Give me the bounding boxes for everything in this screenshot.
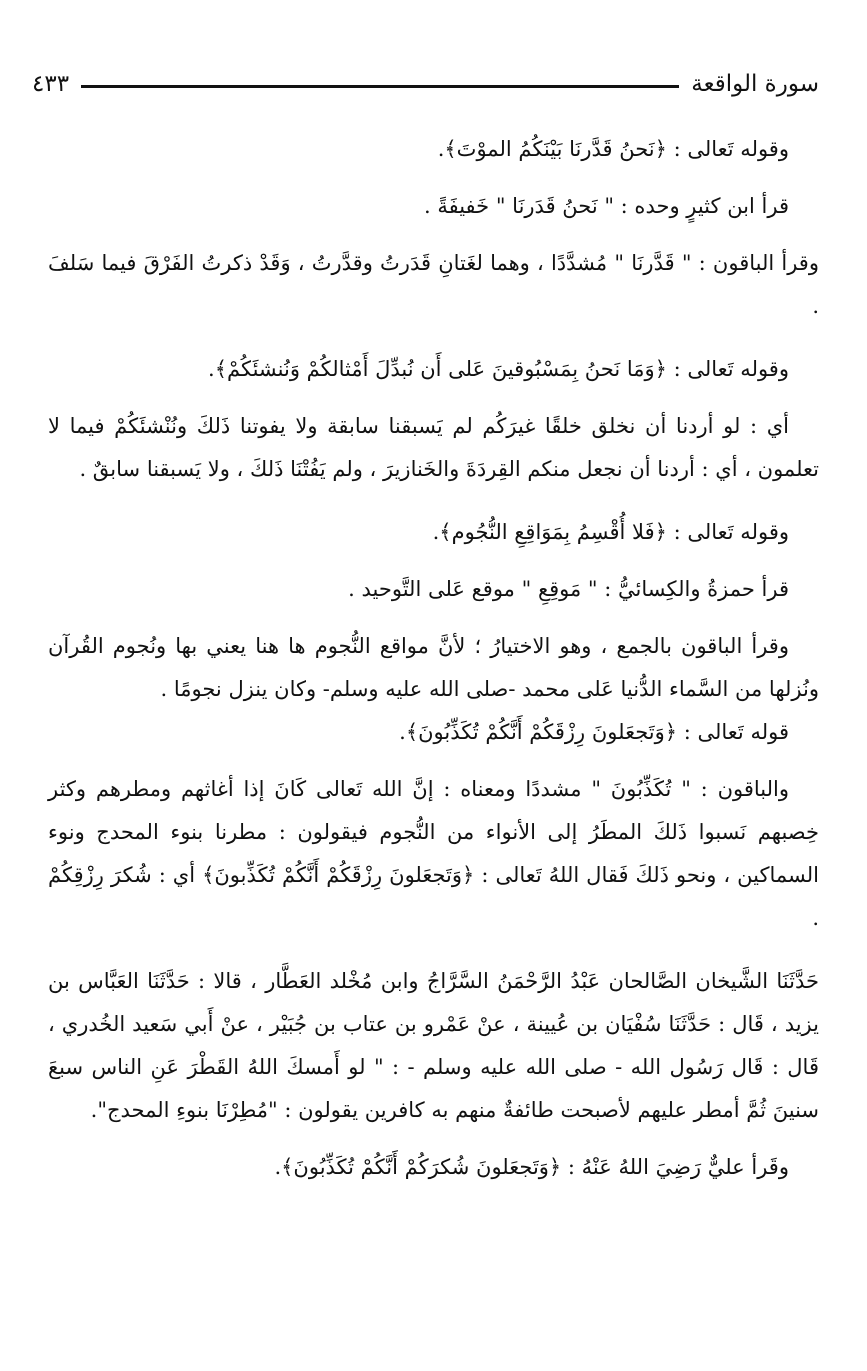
- paragraph-verse-2: وقوله تَعالى : ﴿وَمَا نَحنُ بِمَسْبُوقينَ عَلى أَن نُبدِّلَ أَمْثالكُمْ وَنُنشئَكُمْ﴾.: [208, 357, 789, 381]
- paragraph-verse-4: قوله تَعالى : ﴿وَتَجعَلونَ رِزْقَكُمْ أَنَّكُمْ تُكَذِّبُونَ﴾.: [399, 720, 789, 744]
- page-header: [32, 66, 819, 102]
- paragraph-reading-4: وقرأ الباقون بالجمع ، وهو الاختيارُ ؛ لأنَّ مواقع النُّجوم ها هنا يعني بها ونُجوم القُرآن ونُزلها من السَّماء الدُّنيا عَلى محمد -صلى الله عليه وسلم- وكان ينزل نجومًا .: [48, 634, 819, 701]
- paragraph-reading-3: قرأ حمزةُ والكِسائيُّ : " مَوقِعِ " موقع عَلى التَّوحيد .: [348, 577, 789, 601]
- page-number: ٤٣٣: [32, 71, 70, 97]
- paragraph-hadith: حَدَّثَنَا الشَّيخان الصَّالحان عَبْدُ الرَّحْمَنُ السَّرَّاجُ وابن مُخْلد العَطَّار ، قالا : حَدَّثَنَا العَبَّاس بن يزيد ، قَال : حَدَّثَنَا سُفْيَان بن عُيينة ، عنْ عَمْرو بن عتاب بن جُبَيْر ، عنْ أَبي سَعيد الخُدري ، قَال : قَال رَسُول الله - صلى الله عليه وسلم - : " لو أَمسكَ اللهُ القَطْرَ عَنِ الناس سبعَ سنينَ ثُمَّ أمطر عليهم لأصبحت طائفةٌ منهم به كافرين يقولون : "مُطِرْنَا بنوءِ المحدج".: [48, 969, 819, 1122]
- paragraph-reading-1: قرأ ابن كثيرٍ وحده : " نَحنُ قَدَرنَا " خَفيفَةً .: [423, 194, 789, 218]
- paragraph-verse-3: وقوله تَعالى : ﴿فَلا أُقْسِمُ بِمَوَاقِعِ النُّجُوم﴾.: [432, 520, 789, 544]
- paragraph-tafsir-1: أي : لو أردنا أن نخلق خلقًا غيرَكُم لم يَسبقنا سابقة ولا يفوتنا ذَلكَ ونُنْشئَكُمْ فيما لا تعلمون ، أي : أردنا أن نجعل منكم القِردَةَ والخَنازيرَ ، ولم يَفُتْنَا ذَلكَ ، ولا يَسبقنا سابقٌ .: [48, 414, 819, 481]
- paragraph-tafsir-2: والباقون : " تُكَذِّبُونَ " مشددًا ومعناه : إنَّ الله تَعالى كَانَ إذا أغاثهم ومطرهم وكثر خِصبهم نَسبوا ذَلكَ المطَرُ إلى الأنواء من النُّجوم فيقولون : مطرنا بنوء المحدج ونوء السماكين ، ونحو ذَلكَ فَقال اللهُ تَعالى : ﴿وَتَجعَلونَ رِزْقَكُمْ أَنَّكُمْ تُكَذِّبونَ﴾ أي : شُكرَ رِزْقِكُمْ .: [48, 777, 819, 930]
- page-body: [48, 128, 819, 1189]
- surah-title: سورة الواقعة: [691, 71, 819, 97]
- paragraph-verse-1: وقوله تَعالى : ﴿نَحنُ قَدَّرنَا بَيْنَكُمُ الموْتَ﴾.: [437, 137, 789, 161]
- paragraph-verse-5: وقَرأ عليٌّ رَضِيَ اللهُ عَنْهُ : ﴿وَتَجعَلونَ شُكرَكُمْ أَنَّكُمْ تُكَذِّبُونَ﴾.: [274, 1155, 789, 1179]
- paragraph-reading-2: وقرأ الباقون : " قَدَّرنَا " مُشدَّدًا ، وهما لغَتانِ قَدَرتُ وقدَّرتُ ، وَقَدْ ذكرتُ الفَرْقَ فيما سَلفَ .: [48, 251, 819, 318]
- header-rule: [81, 85, 679, 88]
